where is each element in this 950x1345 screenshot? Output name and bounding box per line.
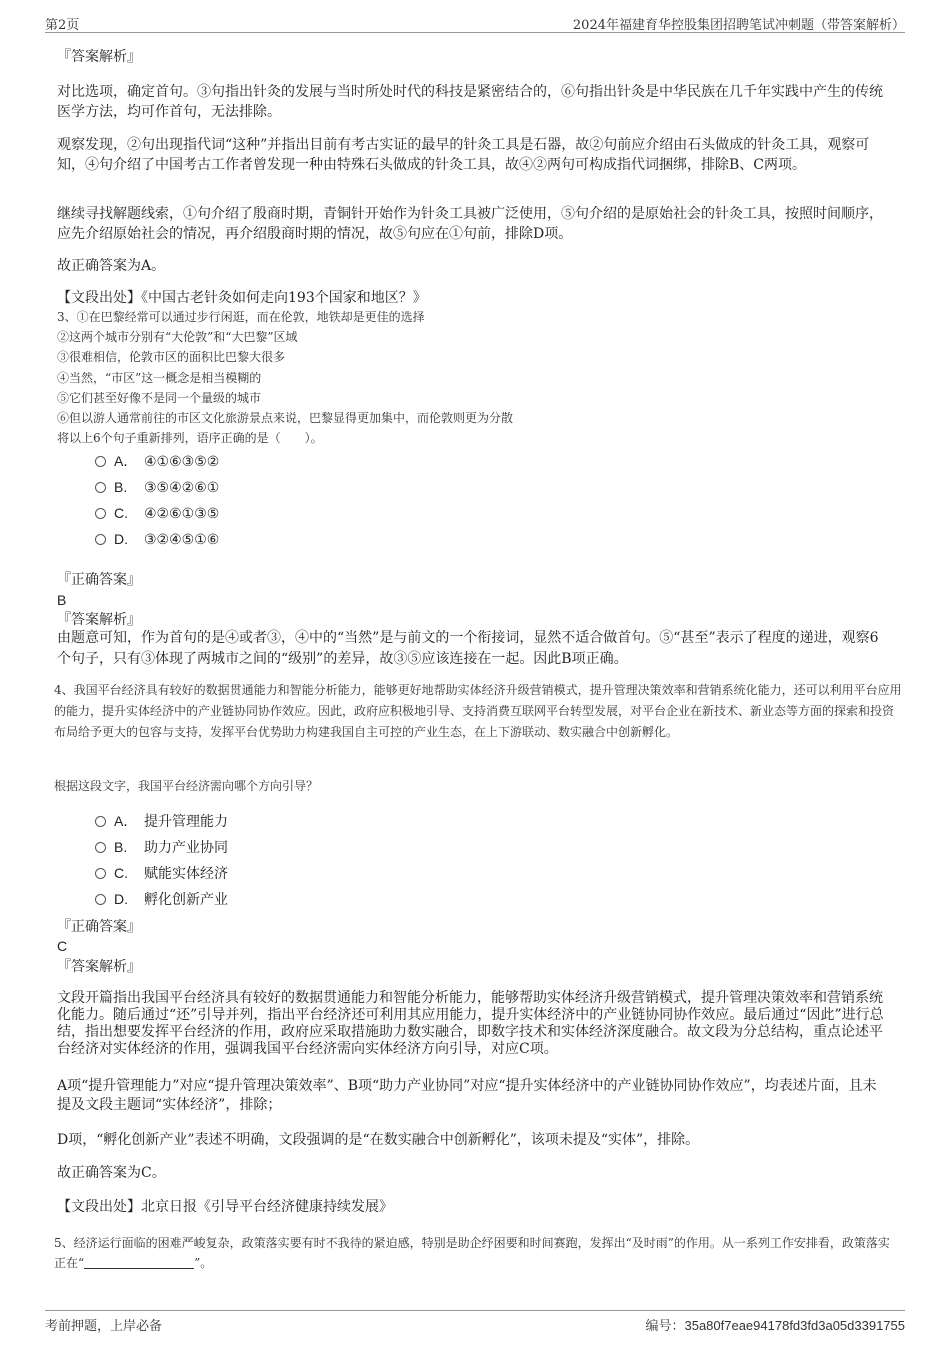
q4-option-a[interactable]: A． 提升管理能力 <box>95 811 228 831</box>
q4-answer: 故正确答案为C。 <box>57 1165 166 1181</box>
q2-analysis-p3: 继续寻找解题线索，①句介绍了殷商时期，青铜针开始作为针灸工具被广泛使用，⑤句介绍的是原始社会的针灸工具，按照时间顺序，应先介绍原始社会的情况，再介绍殷商时期的情况，故⑤句应在①句前，排除D项。 <box>57 206 883 242</box>
q3-correct-label: 『正确答案』 <box>57 572 141 588</box>
q3-analysis: 由题意可知，作为首句的是④或者③，④中的“当然”是与前文的一个衔接词，显然不适合做首句。⑤“甚至”表示了程度的递进，观察6个句子，只有③体现了两城市之间的“级别”的差异，故③⑤应该连接在一起。因此B项正确。 <box>57 630 879 667</box>
q3-option-c[interactable]: C. ④②⑥①③⑤ <box>95 503 219 523</box>
q5-stem: 5、经济运行面临的困难严峻复杂，政策落实要有时不我待的紧迫感，特别是助企纾困要和时间赛跑，发挥出“及时雨”的作用。从一系列工作安排看，政策落实正在“ ”。 <box>54 1236 890 1270</box>
q3-line-2: ②这两个城市分别有“大伦敦”和“大巴黎”区域 <box>57 330 298 344</box>
q2-analysis-p2: 观察发现，②句出现指代词“这种”并指出目前有考古实证的最早的针灸工具是石器，故②句前应介绍由石头做成的针灸工具，观察可知，④句介绍了中国考古工作者曾发现一种由特殊石头做成的针灸工具，故④②两句可构成指代词捆绑，排除B、C两项。 <box>57 137 870 173</box>
q3-analysis-label: 『答案解析』 <box>57 612 141 628</box>
q4-option-d[interactable]: D. 孵化创新产业 <box>95 889 228 909</box>
radio-icon[interactable] <box>95 534 106 545</box>
q3-line-3: ③很难相信，伦敦市区的面积比巴黎大很多 <box>57 350 286 364</box>
q4-option-b[interactable]: B. 助力产业协同 <box>95 837 228 857</box>
page-footer <box>45 1310 905 1334</box>
page-number: 第2页 <box>45 18 80 33</box>
q3-prompt: 将以上6个句子重新排列，语序正确的是（ ）。 <box>57 431 323 445</box>
radio-icon[interactable] <box>95 894 106 905</box>
document-code: 编号：35a80f7eae94178fd3fd3a05d3391755 <box>645 1318 905 1334</box>
q3-option-a[interactable]: A． ④①⑥③⑤② <box>95 451 219 471</box>
radio-icon[interactable] <box>95 482 106 493</box>
q4-question: 根据这段文字，我国平台经济需向哪个方向引导？ <box>54 779 319 793</box>
q4-correct-answer: C <box>57 938 68 954</box>
page-header <box>45 12 905 33</box>
radio-icon[interactable] <box>95 456 106 467</box>
radio-icon[interactable] <box>95 508 106 519</box>
radio-icon[interactable] <box>95 842 106 853</box>
q4-stem: 4、我国平台经济具有较好的数据贯通能力和智能分析能力，能够更好地帮助实体经济升级营销模式，提升管理决策效率和营销系统化能力，还可以利用平台应用的能力，提升实体经济中的产业链协同协作效应。因此，政府应积极地引导、支持消费互联网平台转型发展，对平台企业在新技术、新业态等方面的探索和投资布局给予更大的包容与支持，发挥平台优势助力构建我国自主可控的产业生态，在上下游联动、数实融合中创新孵化。 <box>54 683 902 739</box>
q4-analysis-label: 『答案解析』 <box>57 959 141 975</box>
q2-answer: 故正确答案为A。 <box>57 258 166 274</box>
radio-icon[interactable] <box>95 868 106 879</box>
q3-line-5: ⑤它们甚至好像不是同一个量级的城市 <box>57 391 262 405</box>
q4-analysis-p2: A项“提升管理能力”对应“提升管理决策效率”、B项“助力产业协同”对应“提升实体经济中的产业链协同协作效应”，均表述片面，且未提及文段主题词“实体经济”，排除； <box>57 1078 877 1113</box>
footer-slogan: 考前押题，上岸必备 <box>45 1319 163 1334</box>
q4-analysis-p1: 文段开篇指出我国平台经济具有较好的数据贯通能力和智能分析能力，能够帮助实体经济升级营销模式，提升管理决策效率和营销系统化能力。随后通过“还”引导并列，指出平台经济还可利用其应用能力，提升实体经济中的产业链协同协作效应。最后通过“因此”进行总结，指出想要发挥平台经济的作用，政府应采取措施助力数实融合，即数字技术和实体经济深度融合。故文段为分总结构，重点论述平台经济对实体经济的作用，强调我国平台经济需向实体经济方向引导，对应C项。 <box>57 990 884 1057</box>
q3-option-b[interactable]: B. ③⑤④②⑥① <box>95 477 219 497</box>
radio-icon[interactable] <box>95 816 106 827</box>
q2-source: 【文段出处】《中国古老针灸如何走向193个国家和地区？》 <box>57 290 427 306</box>
q3-line-4: ④当然，“市区”这一概念是相当模糊的 <box>57 371 262 385</box>
q4-analysis-p3: D项，“孵化创新产业”表述不明确，文段强调的是“在数实融合中创新孵化”，该项未提及“实体”，排除。 <box>57 1132 700 1148</box>
q3-line-6: ⑥但以游人通常前往的市区文化旅游景点来说，巴黎显得更加集中，而伦敦则更为分散 <box>57 411 514 425</box>
q3-option-d[interactable]: D. ③②④⑤①⑥ <box>95 529 219 549</box>
q3-correct-answer: B <box>57 592 67 608</box>
q4-correct-label: 『正确答案』 <box>57 919 141 935</box>
q4-source: 【文段出处】北京日报《引导平台经济健康持续发展》 <box>57 1199 393 1215</box>
q2-analysis-p1: 对比选项，确定首句。③句指出针灸的发展与当时所处时代的科技是紧密结合的，⑥句指出针灸是中华民族在几千年实践中产生的传统医学方法，均可作首句，无法排除。 <box>57 84 883 120</box>
q4-option-c[interactable]: C. 赋能实体经济 <box>95 863 228 883</box>
q2-analysis-label: 『答案解析』 <box>57 49 141 65</box>
q3-line-1: 3、①在巴黎经常可以通过步行闲逛，而在伦敦，地铁却是更佳的选择 <box>57 310 425 324</box>
document-title: 2024年福建育华控股集团招聘笔试冲刺题（带答案解析） <box>572 18 905 33</box>
answer-blank[interactable] <box>84 1256 194 1269</box>
